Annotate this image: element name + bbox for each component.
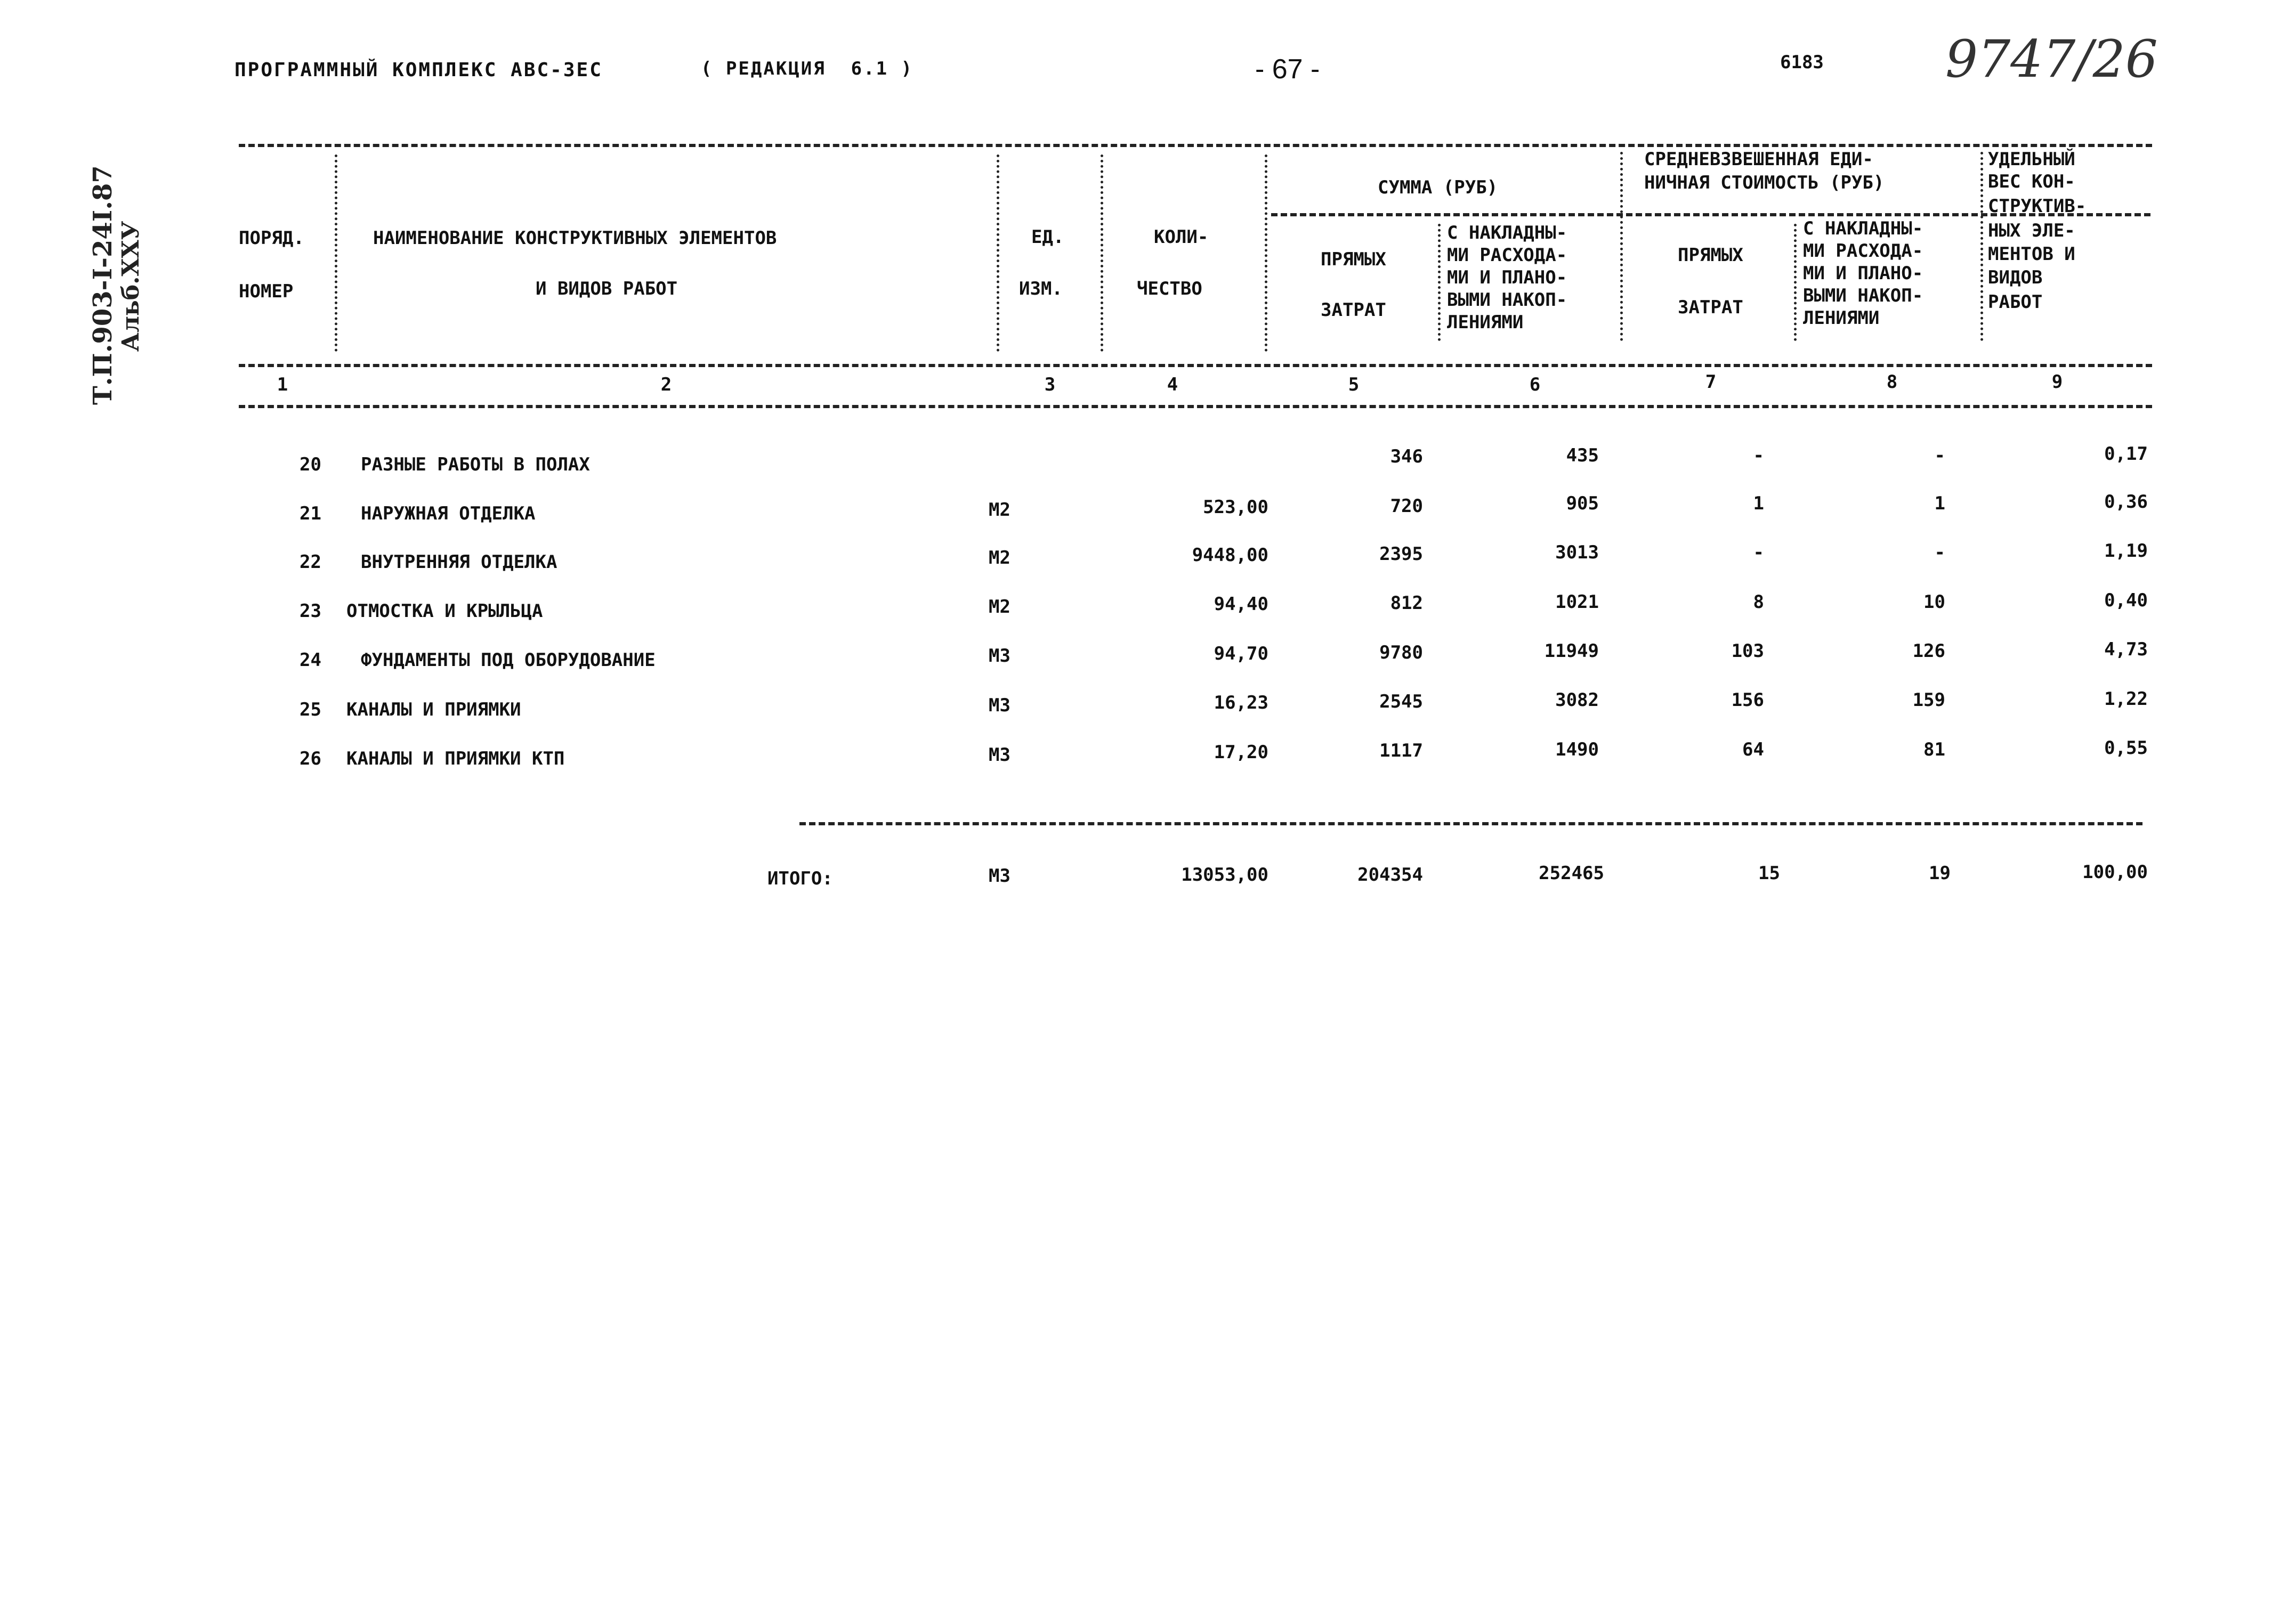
row-overhead: 3013 [1555,542,1599,563]
header-weight-5: МЕНТОВ И [1988,243,2075,265]
row-overhead: 11949 [1544,640,1599,662]
row-unit: М2 [989,596,1010,618]
col-sep-2 [997,155,999,352]
row-direct: 1117 [1379,740,1423,761]
row-avg-direct: - [1753,542,1764,563]
col-sep-5 [1438,224,1441,341]
row-avg-overhead: 81 [1923,739,1945,760]
row-name: РАЗНЫЕ РАБОТЫ В ПОЛАХ [361,454,590,475]
row-quantity: 94,70 [1214,643,1268,664]
row-avg-direct: 156 [1731,689,1764,711]
column-number-8: 8 [1886,371,1898,393]
header-group-avg-line1: СРЕДНЕВЗВЕШЕННАЯ ЕДИ- [1644,149,1873,170]
row-unit: М2 [989,499,1010,521]
header-overhead-1: С НАКЛАДНЫ- [1447,222,1567,243]
header-avg-overhead-3: МИ И ПЛАНО- [1803,263,1923,284]
row-avg-overhead: - [1934,445,1945,466]
row-number: 26 [300,748,321,769]
header-unit-line2: ИЗМ. [1019,278,1063,299]
row-overhead: 435 [1566,445,1599,466]
header-overhead-3: МИ И ПЛАНО- [1447,267,1567,288]
row-avg-direct: - [1753,445,1764,466]
row-weight: 0,55 [2104,737,2148,759]
total-avg-direct: 15 [1758,863,1780,884]
total-avg-overhead: 19 [1929,863,1951,884]
col-sep-3 [1101,155,1103,352]
header-avg-direct-line2: ЗАТРАТ [1678,297,1743,318]
header-bottom-rule [239,364,2152,367]
row-avg-overhead: - [1934,542,1945,563]
row-avg-direct: 64 [1742,739,1764,760]
col-sep-6 [1620,152,1623,341]
header-overhead-5: ЛЕНИЯМИ [1447,312,1524,333]
page-number: - 67 - [1255,54,1320,85]
row-avg-overhead: 10 [1923,591,1945,613]
row-quantity: 523,00 [1203,497,1268,518]
header-weight-7: РАБОТ [1988,291,2043,313]
row-weight: 1,22 [2104,688,2148,710]
column-number-9: 9 [2051,371,2063,393]
header-qty-line2: ЧЕСТВО [1137,278,1202,299]
document-code: 6183 [1780,52,1824,73]
header-weight-6: ВИДОВ [1988,267,2043,288]
number-row-rule [239,405,2152,408]
row-unit: М2 [989,547,1010,569]
row-number: 25 [300,699,321,720]
header-weight-1: УДЕЛЬНЫЙ [1988,149,2075,170]
row-unit: М3 [989,645,1010,667]
handwritten-number: 9747/26 [1945,29,2158,89]
row-weight: 0,36 [2104,491,2148,513]
row-weight: 0,40 [2104,590,2148,611]
col-sep-4 [1265,155,1267,352]
row-unit: М3 [989,744,1010,766]
row-avg-overhead: 126 [1912,640,1945,662]
row-avg-direct: 1 [1753,493,1764,514]
row-weight: 4,73 [2104,639,2148,660]
total-rule [799,822,2142,825]
row-overhead: 905 [1566,493,1599,514]
row-avg-overhead: 159 [1912,689,1945,711]
side-stamp [88,165,144,405]
header-group-avg-line2: НИЧНАЯ СТОИМОСТЬ (РУБ) [1644,172,1885,193]
column-number-1: 1 [277,374,288,395]
row-name: КАНАЛЫ И ПРИЯМКИ [346,699,521,720]
row-number: 24 [300,649,321,671]
header-overhead-2: МИ РАСХОДА- [1447,245,1567,266]
row-direct: 2545 [1379,691,1423,712]
header-weight-3: СТРУКТИВ- [1988,196,2087,217]
row-name: ВНУТРЕННЯЯ ОТДЕЛКА [361,551,557,573]
row-number: 20 [300,454,321,475]
row-number: 21 [300,503,321,524]
table-top-rule [239,144,2152,147]
header-avg-overhead-5: ЛЕНИЯМИ [1803,307,1880,329]
row-name: НАРУЖНАЯ ОТДЕЛКА [361,503,536,524]
column-number-7: 7 [1705,371,1717,393]
column-number-6: 6 [1529,374,1541,395]
row-overhead: 1021 [1555,591,1599,613]
header-weight-4: НЫХ ЭЛЕ- [1988,220,2075,241]
column-number-2: 2 [660,374,672,395]
column-number-5: 5 [1348,374,1360,395]
col-sep-8 [1980,152,1983,341]
row-name: ОТМОСТКА И КРЫЛЬЦА [346,600,543,622]
side-stamp-line2: Альб.ХХУ [117,221,144,352]
total-unit: М3 [989,865,1010,887]
row-number: 23 [300,600,321,622]
row-quantity: 16,23 [1214,692,1268,713]
row-unit: М3 [989,695,1010,716]
header-qty-line1: КОЛИ- [1154,226,1209,248]
row-direct: 812 [1390,592,1423,614]
header-group-sum: СУММА (РУБ) [1378,177,1498,198]
column-number-3: 3 [1044,374,1056,395]
total-quantity: 13053,00 [1181,864,1268,886]
row-avg-direct: 103 [1731,640,1764,662]
header-avg-overhead-2: МИ РАСХОДА- [1803,240,1923,262]
row-weight: 0,17 [2104,443,2148,465]
total-direct: 204354 [1357,864,1423,886]
header-direct-line2: ЗАТРАТ [1321,299,1386,321]
row-name: КАНАЛЫ И ПРИЯМКИ КТП [346,748,565,769]
row-direct: 720 [1390,496,1423,517]
header-name-line2: И ВИДОВ РАБОТ [536,278,678,299]
col-sep-1 [335,155,337,352]
row-quantity: 94,40 [1214,594,1268,615]
header-order-line2: НОМЕР [239,281,294,302]
header-avg-overhead-4: ВЫМИ НАКОП- [1803,285,1923,306]
col-sep-7 [1794,224,1797,341]
row-quantity: 17,20 [1214,742,1268,763]
total-label: ИТОГО: [767,868,833,889]
header-avg-direct-line1: ПРЯМЫХ [1678,245,1743,266]
row-overhead: 1490 [1555,739,1599,760]
row-weight: 1,19 [2104,540,2148,562]
header-order-line1: ПОРЯД. [239,228,304,249]
row-avg-direct: 8 [1753,591,1764,613]
row-direct: 2395 [1379,543,1423,565]
header-weight-2: ВЕС КОН- [1988,171,2075,192]
row-name: ФУНДАМЕНТЫ ПОД ОБОРУДОВАНИЕ [361,649,656,671]
row-number: 22 [300,551,321,573]
row-quantity: 9448,00 [1192,545,1268,566]
total-weight: 100,00 [2082,862,2148,883]
row-overhead: 3082 [1555,689,1599,711]
header-overhead-4: ВЫМИ НАКОП- [1447,289,1567,311]
column-number-4: 4 [1167,374,1178,395]
row-avg-overhead: 1 [1934,493,1945,514]
row-direct: 346 [1390,446,1423,467]
header-name-line1: НАИМЕНОВАНИЕ КОНСТРУКТИВНЫХ ЭЛЕМЕНТОВ [373,228,777,249]
side-stamp-line1: Т.П.903-I-24I.87 [88,165,118,405]
program-edition: ( РЕДАКЦИЯ 6.1 ) [701,58,913,79]
header-avg-overhead-1: С НАКЛАДНЫ- [1803,218,1923,239]
row-direct: 9780 [1379,642,1423,663]
total-overhead: 252465 [1539,863,1604,884]
header-direct-line1: ПРЯМЫХ [1321,249,1386,270]
header-unit-line1: ЕД. [1031,226,1064,248]
program-title: ПРОГРАММНЫЙ КОМПЛЕКС АВС-3ЕС [235,59,603,81]
